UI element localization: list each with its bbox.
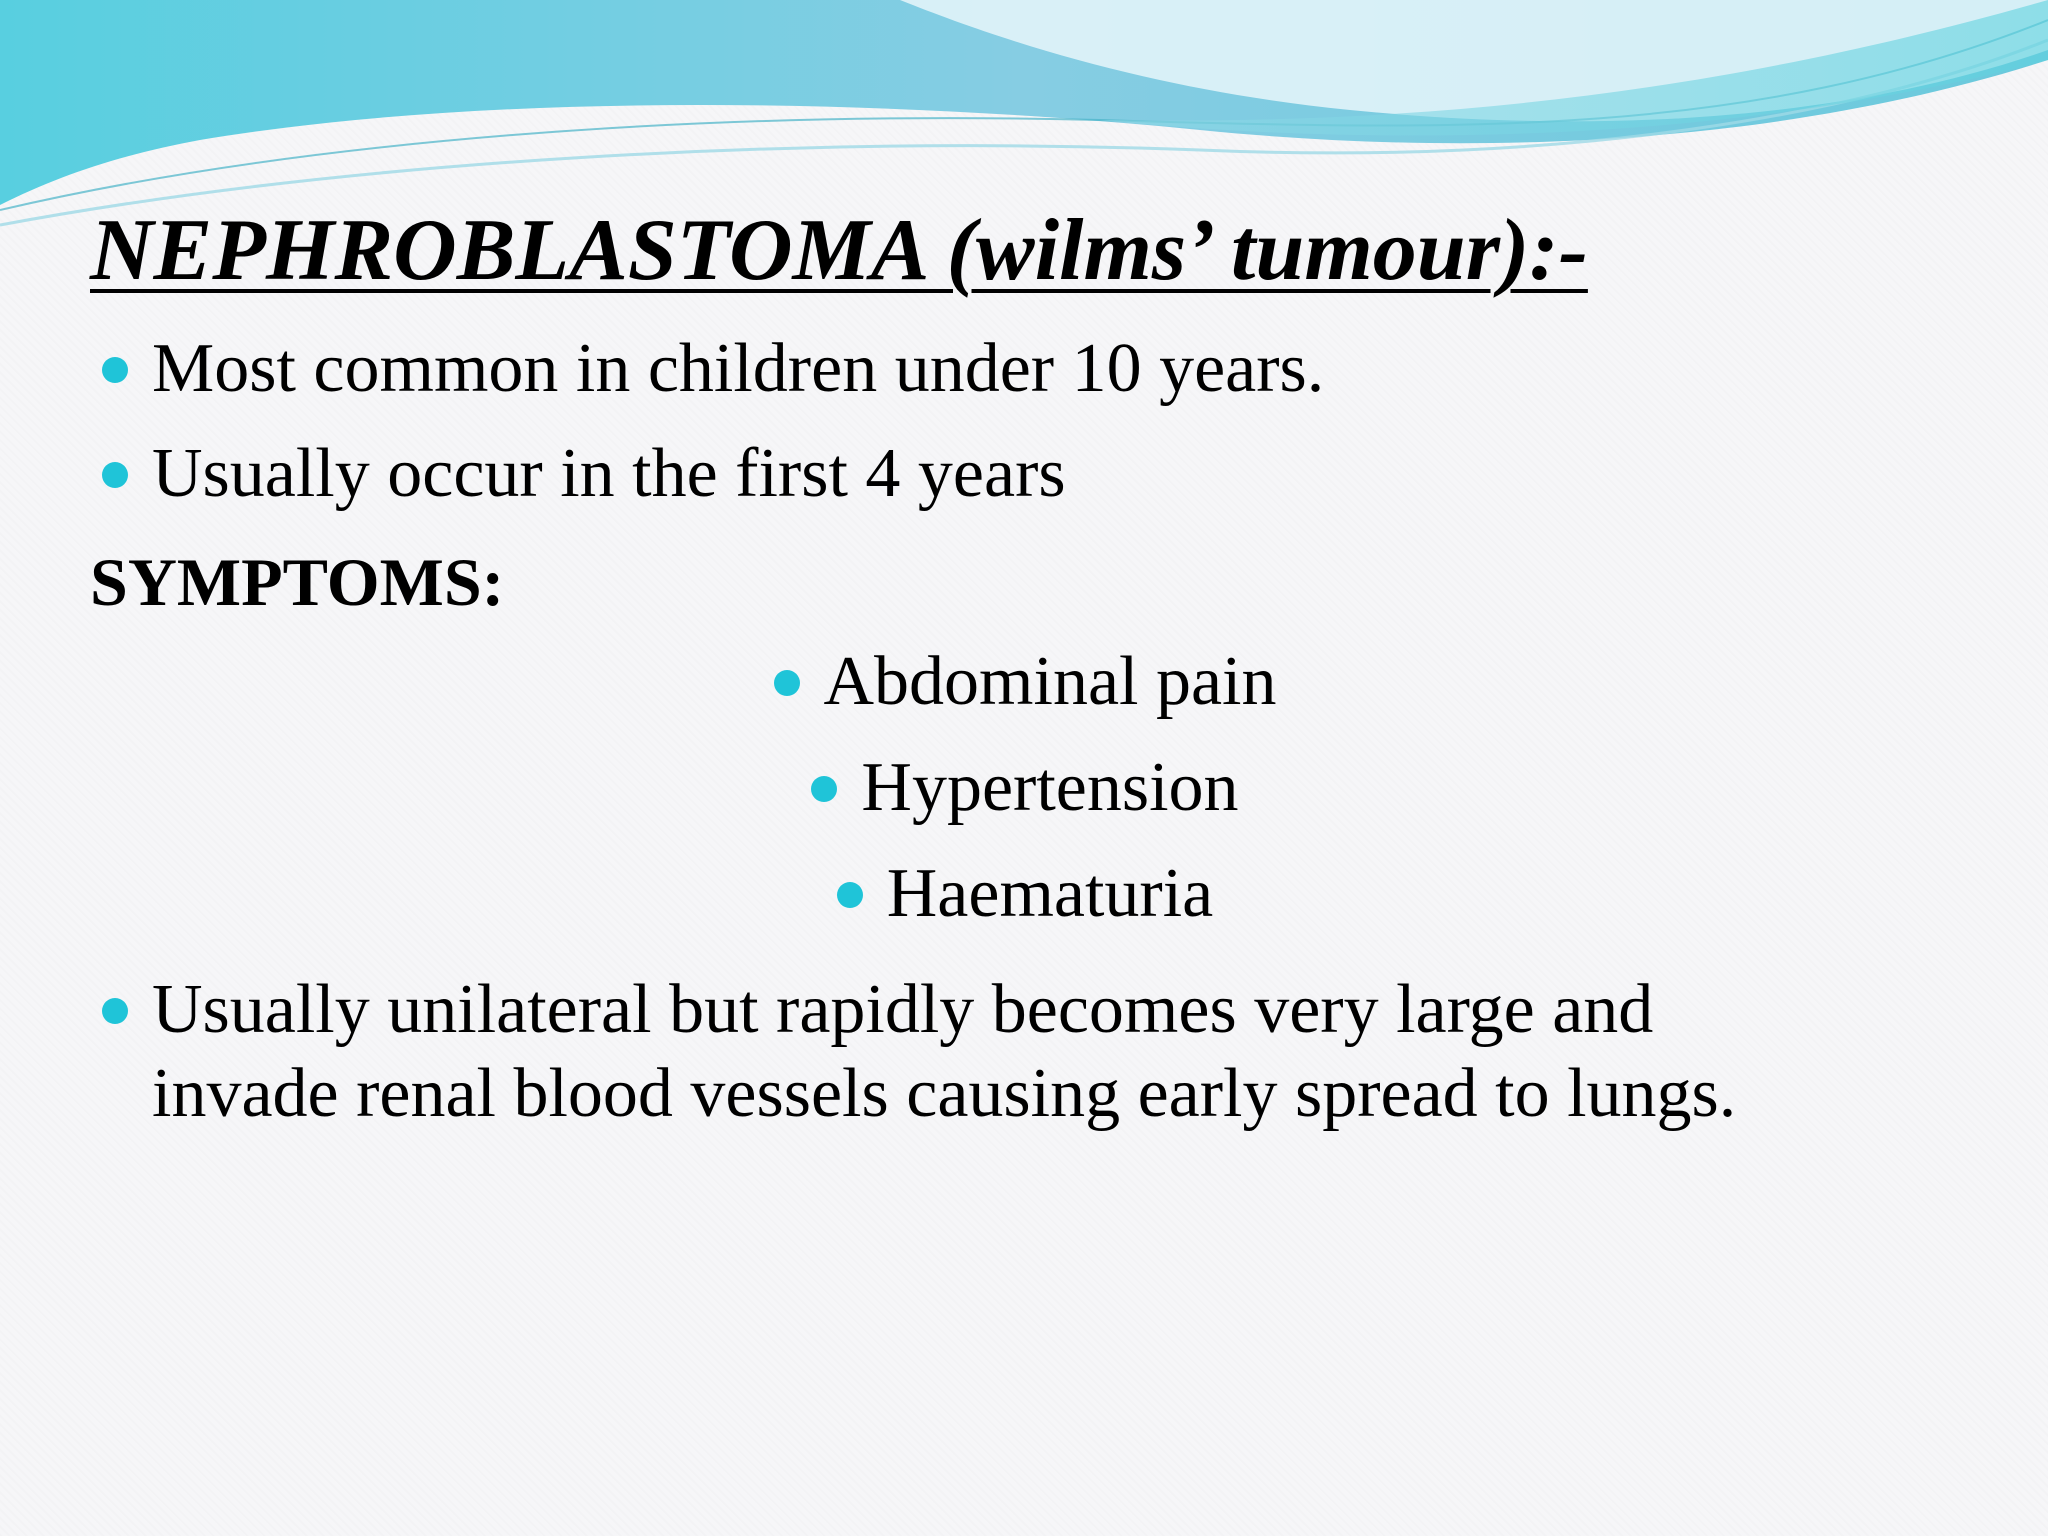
symptom-item: [0, 746, 2048, 852]
bullet-dot-icon: [102, 462, 128, 488]
symptom-item: [0, 852, 2048, 958]
bullet-dot-icon: [774, 670, 800, 696]
symptom-item: [0, 640, 2048, 746]
bullet-text: Usually occur in the first 4 years: [152, 435, 1066, 512]
bullet-text-line-2: invade renal blood vessels causing early spread to lungs.: [152, 1055, 1737, 1132]
bullet-item: [152, 327, 1324, 411]
bullet-dot-icon: [837, 882, 863, 908]
bullet-dot-icon: [811, 776, 837, 802]
bullet-item: [152, 432, 1066, 516]
bullet-item: [152, 968, 2012, 1136]
slide-title: NEPHROBLASTOMA (wilms’ tumour):-: [90, 202, 1588, 299]
symptom-text: Abdominal pain: [823, 643, 1277, 720]
bullet-text: Most common in children under 10 years.: [152, 330, 1325, 407]
bullet-text-line-1: Usually unilateral but rapidly becomes very large and: [152, 971, 1654, 1048]
symptoms-list: [0, 640, 2048, 958]
symptoms-heading: SYMPTOMS:: [90, 544, 505, 620]
symptom-text: Haematuria: [886, 855, 1214, 932]
bullet-dot-icon: [102, 998, 128, 1024]
bullet-dot-icon: [102, 357, 128, 383]
symptom-text: Hypertension: [861, 749, 1239, 826]
